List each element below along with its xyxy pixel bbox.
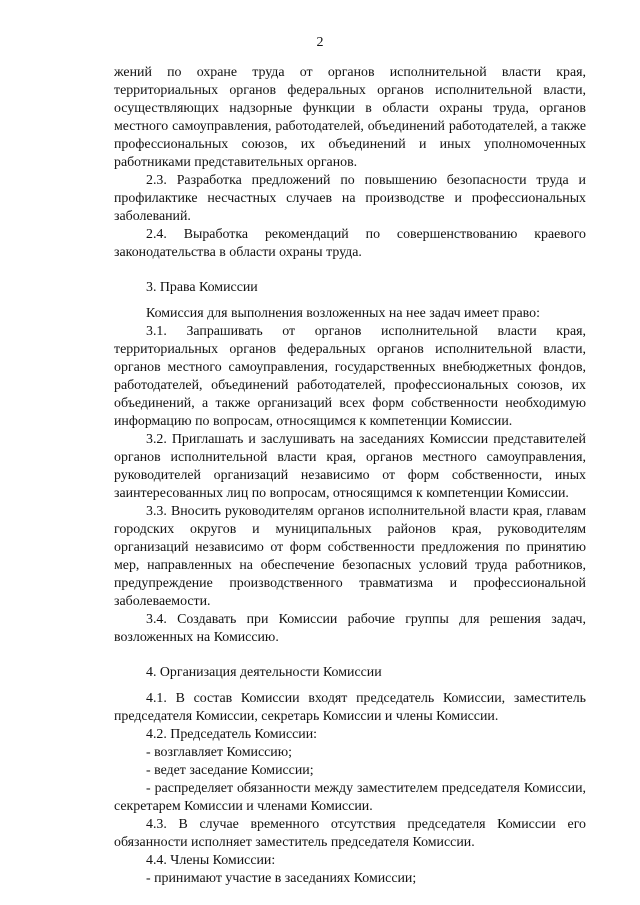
section-heading-3: 3. Права Комиссии [146,280,258,295]
list-item-participate: - принимают участие в заседаниях Комиссии; [146,871,417,886]
paragraph-3-2: 3.2. Приглашать и заслушивать на заседаниях Комиссии представителей органов исполнительной власти края, органов местного самоуправления, руководителей организаций независимо от форм собственности, иных заинтересованных лиц по вопросам, относящимся к компетенции Комиссии. [114,432,586,501]
paragraph-continuation: жений по охране труда от органов исполнительной власти края, территориальных органов федеральных органов исполнительной власти, осуществляющих надзорные функции в области охраны труда, органов местного самоуправления, работодателей, объединений работодателей, а также профессиональных союзов, их объединений и иных уполномоченных работниками представительных органов. [114,65,586,170]
paragraph-2-4: 2.4. Выработка рекомендаций по совершенствованию краевого законодательства в области охраны труда. [114,227,586,260]
paragraph-4-1: 4.1. В состав Комиссии входят председатель Комиссии, заместитель председателя Комиссии, секретарь Комиссии и члены Комиссии. [114,691,586,724]
list-item-distributes-duties: - распределяет обязанности между заместителем председателя Комиссии, секретарем Комиссии и членами Комиссии. [114,781,586,814]
paragraph-3-1: 3.1. Запрашивать от органов исполнительной власти края, территориальных органов федеральных органов исполнительной власти, органов местного самоуправления, государственных внебюджетных фондов, работодателей, объединений работодателей, профессиональных союзов, их объединений, а также организаций всех форм собственности необходимую информацию по вопросам, относящимся к компетенции Комиссии. [114,324,586,429]
section-heading-4: 4. Организация деятельности Комиссии [146,665,382,680]
paragraph-4-2: 4.2. Председатель Комиссии: [146,727,318,742]
list-item-heads: - возглавляет Комиссию; [146,745,292,760]
paragraph-4-3: 4.3. В случае временного отсутствия председателя Комиссии его обязанности исполняет заместитель председателя Комиссии. [114,817,586,850]
paragraph-4-4: 4.4. Члены Комиссии: [146,853,276,868]
list-item-leads-meeting: - ведет заседание Комиссии; [146,763,314,778]
page-number: 2 [316,35,324,50]
paragraph-rights-intro: Комиссия для выполнения возложенных на нее задач имеет право: [146,306,540,321]
paragraph-3-3: 3.3. Вносить руководителям органов исполнительной власти края, главам городских округов и муниципальных районов края, руководителям организаций независимо от форм собственности предложения по принятию мер, направленных на обеспечение безопасных условий труда работников, предупреждение производственного травматизма и профессиональной заболеваемости. [114,504,586,609]
paragraph-2-3: 2.3. Разработка предложений по повышению безопасности труда и профилактике несчастных случаев на производстве и профессиональных заболеваний. [114,173,586,224]
paragraph-3-4: 3.4. Создавать при Комиссии рабочие группы для решения задач, возложенных на Комиссию. [114,612,586,645]
document-body [114,64,586,888]
